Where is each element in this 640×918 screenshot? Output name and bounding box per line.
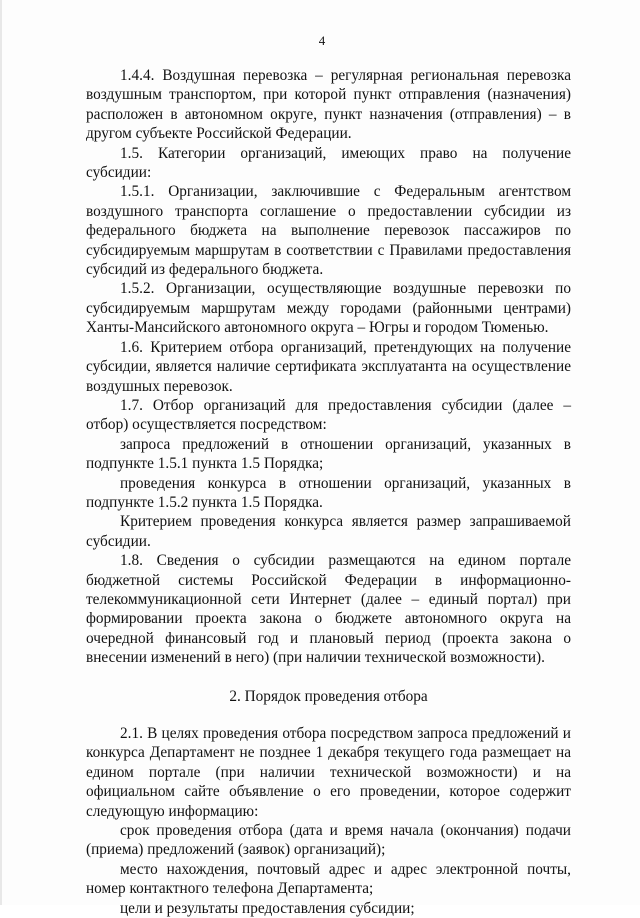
section-2-heading: 2. Порядок проведения отбора xyxy=(229,687,428,705)
paragraph-1-6: 1.6. Критерием отбора организаций, претендующих на получение субсидии, является наличие сертификата эксплуатанта на осуществление воздушных перевозок. xyxy=(86,338,571,395)
paragraph-1-8: 1.8. Сведения о субсидии размещаются на едином портале бюджетной системы Российской Федерации в информационно-телекоммуникационной сети Интернет (далее – единый портал) при формировании проекта закона о бюджете автономного округа на очередной финансовый год и плановый период (проекта закона о внесении изменений в него) (при наличии технической возможности). xyxy=(86,552,571,667)
paragraph-1-5-1: 1.5.1. Организации, заключившие с Федеральным агентством воздушного транспорта соглашение о предоставлении субсидии из федерального бюджета на выполнение перевозок пассажиров по субсидируемым маршрутам в соответствии с Правилами предоставления субсидий из федерального бюджета. xyxy=(86,183,571,279)
paragraph-1-5: 1.5. Категории организаций, имеющих право на получение субсидии: xyxy=(86,144,571,182)
paragraph-1-7-criterion: Критерием проведения конкурса является размер запрашиваемой субсидии. xyxy=(86,513,571,550)
document-body xyxy=(86,66,571,918)
page-number: 4 xyxy=(318,33,326,48)
paragraph-1-7: 1.7. Отбор организаций для предоставления субсидии (далее – отбор) осуществляется посредством: xyxy=(86,396,571,434)
paragraph-2-1-item-2: место нахождения, почтовый адрес и адрес электронной почты, номер контактного телефона Департамента; xyxy=(86,860,571,898)
paragraph-2-1: 2.1. В целях проведения отбора посредством запроса предложений и конкурса Департамент не позднее 1 декабря текущего года размещает на едином портале (при наличии технической возможности) и на официальном сайте объявление о его проведении, которое содержит следующую информацию: xyxy=(86,725,571,820)
paragraph-2-1-item-3: цели и результаты предоставления субсидии; xyxy=(120,899,415,917)
paragraph-1-7-item-2: проведения конкурса в отношении организаций, указанных в подпункте 1.5.2 пункта 1.5 Порядка. xyxy=(86,474,571,511)
paragraph-1-7-item-1: запроса предложений в отношении организаций, указанных в подпункте 1.5.1 пункта 1.5 Порядка; xyxy=(86,435,571,473)
paragraph-2-1-item-1: срок проведения отбора (дата и время начала (окончания) подачи (приема) предложений (заявок) организаций); xyxy=(86,822,571,859)
paragraph-1-4-4: 1.4.4. Воздушная перевозка – регулярная региональная перевозка воздушным транспортом, при которой пункт отправления (назначения) расположен в автономном округе, пункт назначения (отправления) – в другом субъекте Российской Федерации. xyxy=(86,67,571,143)
paragraph-1-5-2: 1.5.2. Организации, осуществляющие воздушные перевозки по субсидируемым маршрутам между городами (районными центрами) Ханты-Мансийского автономного округа – Югры и городом Тюменью. xyxy=(86,280,571,337)
